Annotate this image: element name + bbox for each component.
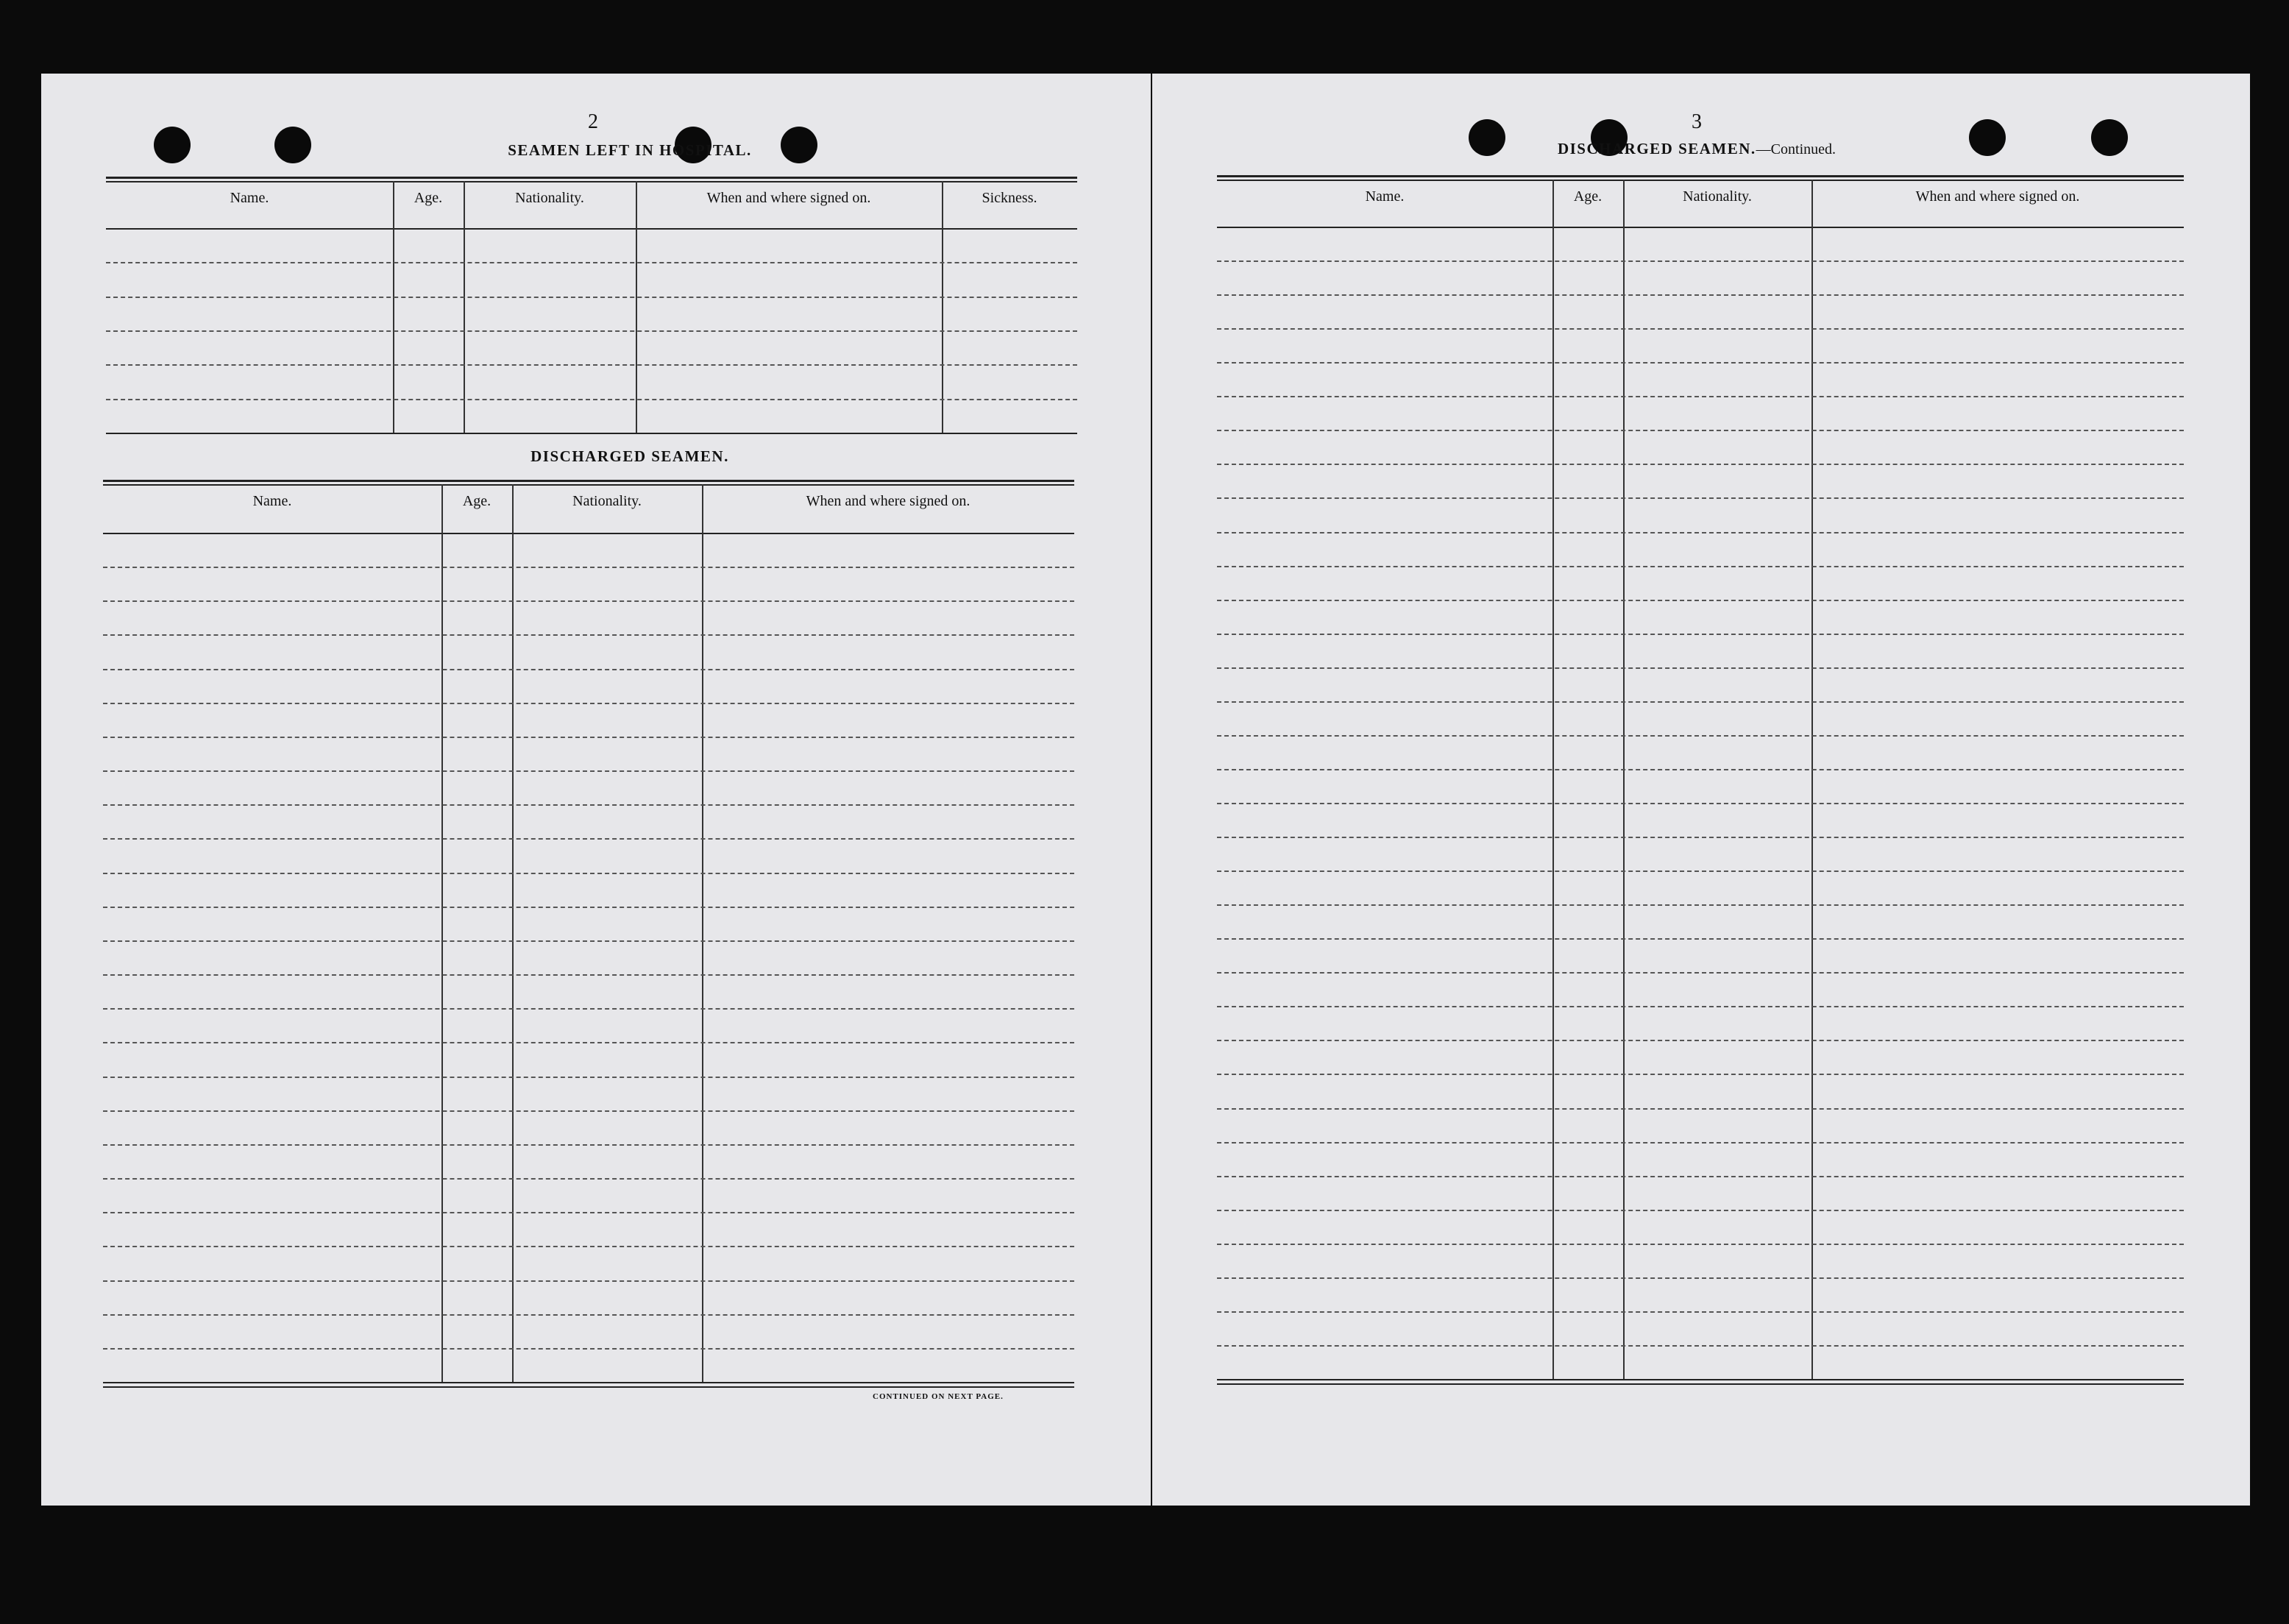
row-line: [103, 1178, 1074, 1180]
row-line: [103, 838, 1074, 840]
column-header: Sickness.: [982, 190, 1037, 206]
right-page: [1152, 74, 2250, 1506]
column-header: Age.: [414, 190, 443, 206]
column-header: Age.: [462, 493, 491, 509]
column-header: Nationality.: [1683, 188, 1752, 205]
row-line: [1217, 904, 2184, 906]
row-line: [1217, 532, 2184, 533]
continued-suffix: —Continued.: [1756, 141, 1836, 157]
row-line: [103, 1280, 1074, 1282]
row-line: [1217, 938, 2184, 940]
row-line: [1217, 803, 2184, 804]
row-line: [103, 1077, 1074, 1078]
column-header: When and where signed on.: [806, 493, 970, 509]
table-bottom-rule: [1217, 1379, 2184, 1380]
column-header: Age.: [1573, 188, 1603, 205]
row-line: [1217, 396, 2184, 397]
column-header: Nationality.: [572, 493, 642, 509]
row-line: [1217, 1074, 2184, 1075]
page-number: 3: [1692, 110, 1702, 133]
row-line: [1217, 1277, 2184, 1279]
left-page: [41, 74, 1151, 1506]
row-line: [1217, 600, 2184, 601]
row-line: [103, 1110, 1074, 1112]
row-line: [1217, 667, 2184, 669]
row-line: [1217, 362, 2184, 364]
column-rule: [1811, 180, 1813, 1379]
discharged-section-title-text: DISCHARGED SEAMEN.: [530, 447, 729, 465]
row-line: [103, 600, 1074, 602]
row-line: [1217, 464, 2184, 465]
table-bottom-rule: [103, 1382, 1074, 1383]
row-line: [103, 1212, 1074, 1213]
row-line: [103, 804, 1074, 806]
row-line: [103, 1144, 1074, 1146]
row-line: [1217, 972, 2184, 974]
column-header: Name.: [1365, 188, 1405, 205]
row-line: [1217, 328, 2184, 330]
column-header: Nationality.: [515, 190, 584, 206]
row-line: [103, 770, 1074, 772]
row-line: [103, 669, 1074, 670]
row-line: [103, 873, 1074, 874]
row-line: [1217, 634, 2184, 635]
row-line: [1217, 497, 2184, 499]
header-rule: [103, 533, 1074, 534]
row-line: [103, 567, 1074, 568]
table-top-rule: [103, 480, 1074, 482]
row-line: [1217, 837, 2184, 838]
page-number: 2: [588, 110, 598, 133]
row-line: [103, 703, 1074, 704]
row-line: [1217, 1142, 2184, 1143]
row-line: [1217, 1040, 2184, 1041]
table-top-rule: [103, 484, 1074, 486]
row-line: [1217, 430, 2184, 431]
hospital-section-title-text: SEAMEN LEFT IN HOSPITAL.: [508, 141, 752, 159]
table-top-rule: [1217, 180, 2184, 181]
row-line: [1217, 735, 2184, 737]
row-line: [103, 1314, 1074, 1316]
column-header: Name.: [252, 493, 292, 509]
row-line: [1217, 1176, 2184, 1177]
table-bottom-rule: [1217, 1383, 2184, 1385]
table-top-rule: [1217, 175, 2184, 177]
column-header: When and where signed on.: [1915, 188, 2080, 205]
discharged-table: [41, 74, 1151, 1506]
row-line: [1217, 1244, 2184, 1245]
row-line: [1217, 1311, 2184, 1313]
row-line: [1217, 769, 2184, 770]
row-line: [1217, 260, 2184, 262]
row-line: [103, 1008, 1074, 1010]
row-line: [1217, 1345, 2184, 1347]
table-bottom-rule: [103, 1386, 1074, 1388]
discharged-continued-table: [1152, 74, 2250, 1506]
header-rule: [1217, 227, 2184, 228]
column-rule: [1623, 180, 1625, 1379]
row-line: [1217, 870, 2184, 872]
row-line: [1217, 1210, 2184, 1211]
row-line: [103, 1042, 1074, 1043]
discharged-continued-title-text: DISCHARGED SEAMEN.: [1557, 140, 1756, 157]
column-header: When and where signed on.: [706, 190, 871, 206]
row-line: [103, 1246, 1074, 1247]
row-line: [103, 737, 1074, 738]
row-line: [1217, 1006, 2184, 1007]
row-line: [1217, 701, 2184, 703]
continued-note: CONTINUED ON NEXT PAGE.: [873, 1392, 1004, 1401]
row-line: [103, 974, 1074, 976]
row-line: [1217, 294, 2184, 296]
row-line: [103, 634, 1074, 636]
row-line: [1217, 566, 2184, 567]
row-line: [103, 1348, 1074, 1350]
row-line: [103, 907, 1074, 908]
row-line: [103, 940, 1074, 942]
column-header: Name.: [230, 190, 269, 206]
column-rule: [1552, 180, 1554, 1379]
row-line: [1217, 1108, 2184, 1110]
